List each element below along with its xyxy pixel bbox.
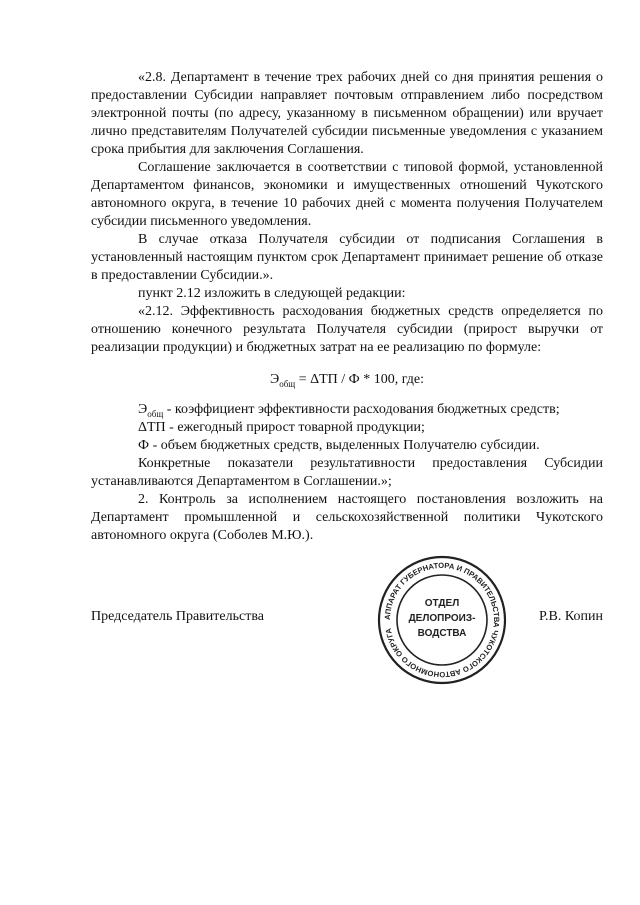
definition-text: - ежегодный прирост товарной продукции; bbox=[165, 420, 425, 435]
definition-growth bbox=[91, 419, 603, 437]
paragraph-control: 2. Контроль за исполнением настоящего постановления возложить на Департамент промышленной и сельскохозяйственной политики Чукотского автономного округа (Соболев М.Ю.). bbox=[91, 492, 603, 543]
paragraph-refusal: В случае отказа Получателя субсидии от подписания Соглашения в установленный настоящим пунктом срок Департамент принимает решение об отказе в предоставлении Субсидии.». bbox=[91, 232, 603, 283]
signatory-name: Р.В. Копин bbox=[539, 609, 603, 624]
signatory-position: Председатель Правительства bbox=[91, 609, 264, 624]
official-stamp bbox=[376, 554, 508, 686]
definition-efficiency bbox=[91, 401, 603, 419]
paragraph-amend-2-12: пункт 2.12 изложить в следующей редакции: bbox=[138, 286, 406, 301]
definition-text: - коэффициент эффективности расходования бюджетных средств; bbox=[163, 402, 560, 417]
formula-symbol: Э bbox=[269, 372, 280, 387]
definition-symbol: ΔТП bbox=[138, 420, 166, 435]
paragraph-2-12: «2.12. Эффективность расходования бюджетных средств определяется по отношению конечного результата Получателя субсидии (прирост выручки от реализации продукции) и бюджетных затрат на ее реализацию по формуле: bbox=[91, 304, 603, 355]
formula-expression: = ΔТП / Ф * 100, где: bbox=[295, 372, 425, 387]
definition-symbol: Э bbox=[138, 402, 148, 417]
paragraph-agreement: Соглашение заключается в соответствии с типовой формой, установленной Департаментом финансов, экономики и имущественных отношений Чукотского автономного округа, в течение 10 рабочих дней с момента получения Получателем субсидии письменного уведомления. bbox=[91, 160, 603, 229]
paragraph-2-8: «2.8. Департамент в течение трех рабочих дней со дня принятия решения о предоставлении Субсидии направляет почтовым отправлением либо посредством электронной почты (по адресу, указанному в письменном обращении) или вручает лично представителям Получателей субсидии письменные уведомления с указанием срока прибытия для заключения Соглашения. bbox=[91, 70, 603, 157]
efficiency-formula bbox=[91, 371, 603, 389]
document-body bbox=[91, 69, 603, 545]
signature-block bbox=[91, 608, 603, 628]
definition-symbol: Ф bbox=[138, 438, 150, 453]
formula-subscript: общ bbox=[279, 378, 296, 389]
paragraph-indicators: Конкретные показатели результативности предоставления Субсидии устанавливаются Департаментом в Соглашении.»; bbox=[91, 456, 603, 489]
definition-budget bbox=[91, 437, 603, 455]
stamp-line-2: ДЕЛОПРОИЗ- bbox=[408, 613, 476, 624]
stamp-line-1: ОТДЕЛ bbox=[424, 598, 460, 609]
definition-text: - объем бюджетных средств, выделенных Получателю субсидии. bbox=[149, 438, 540, 453]
stamp-ring-text: АППАРАТ ГУБЕРНАТОРА И ПРАВИТЕЛЬСТВА ЧУКОТСКОГО АВТОНОМНОГО ОКРУГА bbox=[382, 560, 502, 680]
definition-subscript: общ bbox=[147, 408, 164, 419]
stamp-line-3: ВОДСТВА bbox=[417, 628, 467, 639]
